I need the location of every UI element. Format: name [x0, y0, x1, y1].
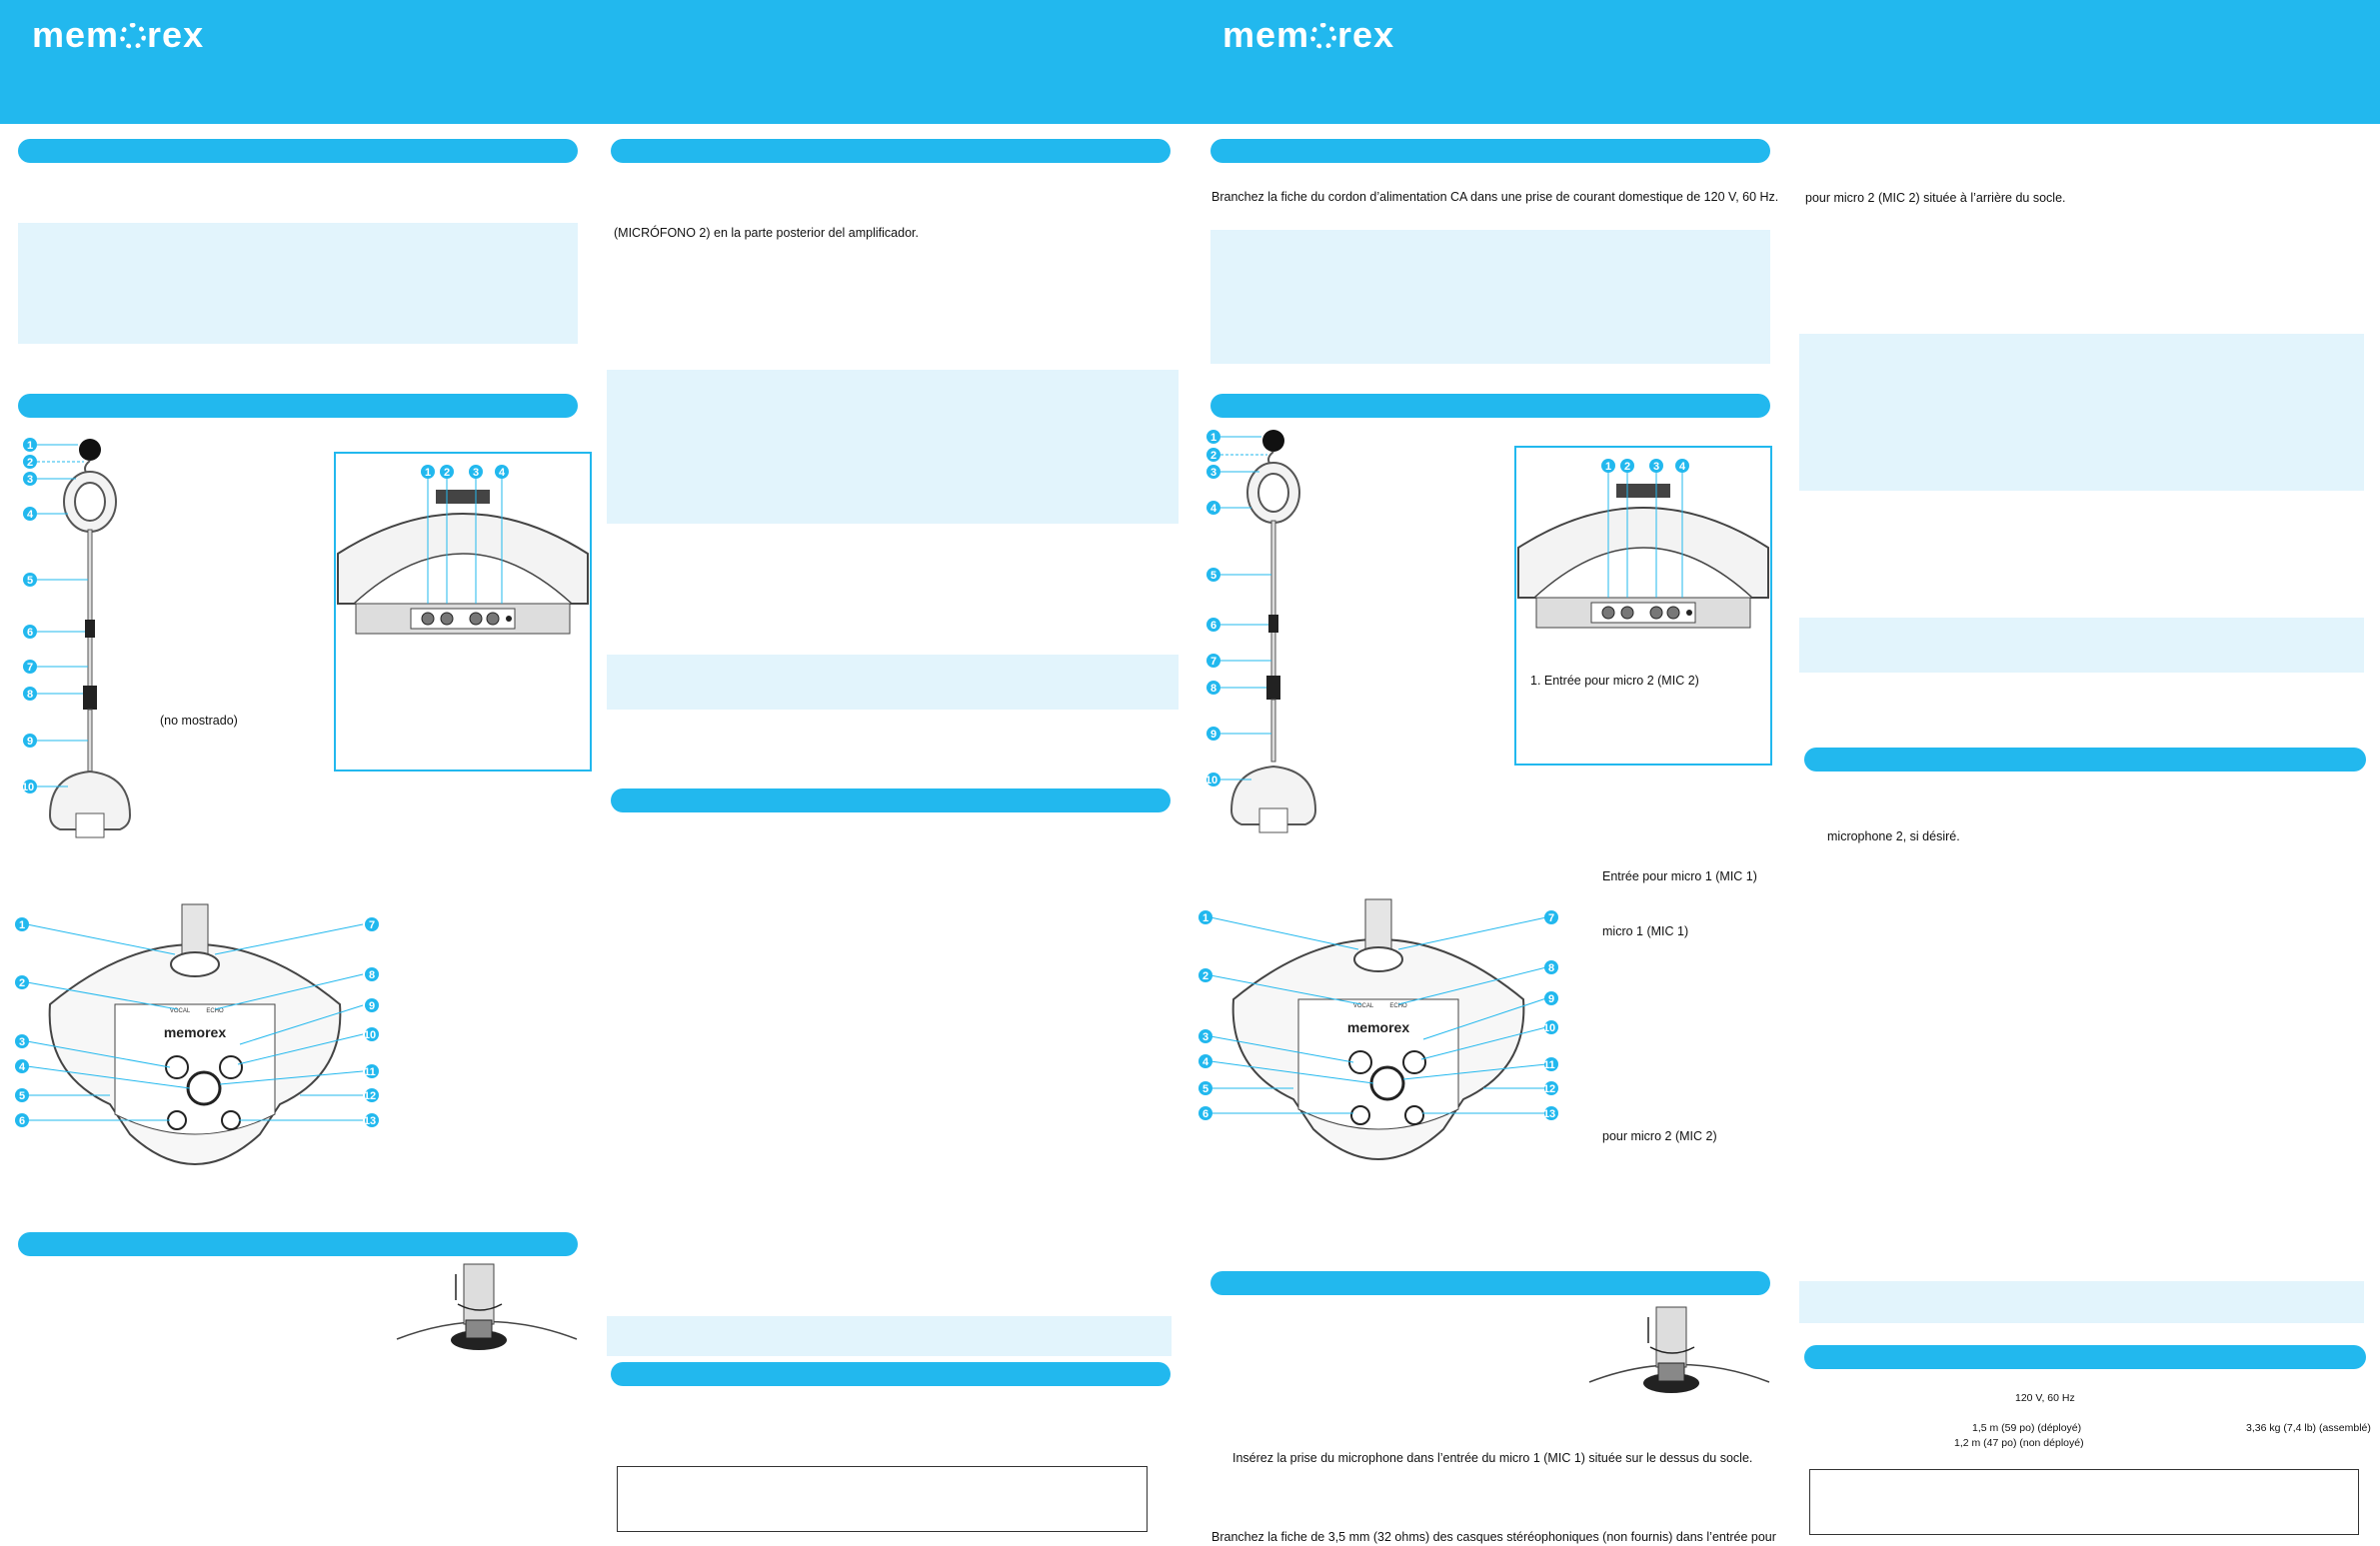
callout-number: 3: [1652, 461, 1660, 473]
callout-number: 5: [1201, 1083, 1209, 1095]
callout-number: 13: [363, 1115, 377, 1127]
callout-number: 2: [26, 457, 34, 469]
vocal-label: VOCAL: [169, 1008, 191, 1014]
vocal-label: VOCAL: [1352, 1003, 1374, 1009]
spec-power-value: 120 V, 60 Hz: [2015, 1392, 2075, 1404]
microphone-stand-diagram: [1201, 425, 1361, 854]
mic2-label: pour micro 2 (MIC 2): [1602, 1129, 1717, 1143]
callout-number: 8: [26, 689, 34, 701]
note-panel: [1210, 230, 1770, 364]
note-panel: [18, 223, 578, 344]
base-top-diagram: [1193, 899, 1563, 1179]
callout-number: 2: [18, 977, 26, 989]
callout-number: 5: [18, 1090, 26, 1102]
callout-number: 10: [363, 1029, 377, 1041]
callout-number: 1: [1604, 461, 1612, 473]
section-header-bar: [1210, 139, 1770, 163]
spec-height-extended: 1,5 m (59 po) (déployé): [1972, 1422, 2082, 1434]
mic1-label: micro 1 (MIC 1): [1602, 924, 1689, 938]
callout-number: 12: [363, 1090, 377, 1102]
header-bar: [0, 0, 2380, 124]
echo-label: ECHO: [1389, 1003, 1407, 1009]
section-header-bar: [1210, 1271, 1770, 1295]
callout-number: 1: [1209, 432, 1217, 444]
base-logo: memorex: [163, 1024, 227, 1040]
note-panel: [607, 370, 1179, 524]
mic2-back-text: pour micro 2 (MIC 2) située à l’arrière du socle.: [1805, 191, 2066, 205]
callout-number: 4: [1678, 461, 1686, 473]
echo-label: ECHO: [206, 1008, 224, 1014]
callout-number: 9: [1547, 993, 1555, 1005]
section-header-bar: [18, 394, 578, 418]
memorex-logo-left: mem rex: [32, 14, 205, 55]
section-header-bar: [18, 139, 578, 163]
callout-number: 3: [18, 1036, 26, 1048]
note-panel: [1799, 1281, 2364, 1323]
mic2-text: (MICRÓFONO 2) en la parte posterior del amplificador.: [614, 226, 919, 240]
section-header-bar: [1804, 1345, 2366, 1369]
callout-number: 9: [26, 736, 34, 748]
callout-number: 3: [1201, 1031, 1209, 1043]
callout-number: 9: [1209, 729, 1217, 741]
callout-number: 4: [26, 509, 34, 521]
callout-number: 6: [1201, 1108, 1209, 1120]
callout-number: 8: [1547, 962, 1555, 974]
mic1-input-label: Entrée pour micro 1 (MIC 1): [1602, 869, 1757, 883]
note-panel: [1799, 618, 2364, 673]
callout-number: 11: [364, 1066, 376, 1078]
callout-number: 6: [1209, 620, 1217, 632]
empty-outlined-box: [1809, 1469, 2359, 1535]
callout-number: 10: [1542, 1022, 1556, 1034]
callout-number: 6: [18, 1115, 26, 1127]
section-header-bar: [611, 788, 1171, 812]
empty-outlined-box: [617, 1466, 1148, 1532]
callout-number: 3: [26, 474, 34, 486]
spec-weight: 3,36 kg (7,4 lb) (assemblé): [2246, 1422, 2371, 1434]
amplifier-back-diagram: [336, 454, 590, 654]
callout-number: 2: [1201, 970, 1209, 982]
not-shown-label: (no mostrado): [160, 714, 238, 728]
callout-number: 10: [21, 781, 35, 793]
callout-number: 7: [368, 919, 376, 931]
callout-number: 4: [18, 1061, 26, 1073]
section-header-bar: [611, 139, 1171, 163]
callout-number: 5: [1209, 570, 1217, 582]
back-panel-figure-box: [334, 452, 592, 772]
section-header-bar: [18, 1232, 578, 1256]
callout-number: 11: [1543, 1059, 1555, 1071]
spec-height-retracted: 1,2 m (47 po) (non déployé): [1954, 1437, 2084, 1449]
callout-number: 3: [472, 467, 480, 479]
callout-number: 2: [1623, 461, 1631, 473]
amplifier-back-diagram: [1516, 448, 1770, 648]
pole-twist-diagram: [1584, 1307, 1774, 1407]
pole-twist-diagram: [392, 1264, 582, 1364]
note-panel: [607, 655, 1179, 710]
callout-number: 4: [1201, 1056, 1209, 1068]
callout-number: 1: [18, 919, 26, 931]
section-header-bar: [611, 1362, 1171, 1386]
note-panel: [1799, 334, 2364, 491]
callout-number: 12: [1542, 1083, 1556, 1095]
callout-number: 4: [1209, 503, 1217, 515]
callout-number: 1: [1201, 912, 1209, 924]
callout-number: 1: [26, 440, 34, 452]
callout-number: 7: [26, 662, 34, 674]
back-panel-item-1: 1. Entrée pour micro 2 (MIC 2): [1530, 674, 1699, 688]
callout-number: 13: [1542, 1108, 1556, 1120]
callout-number: 10: [1204, 774, 1218, 786]
callout-number: 2: [443, 467, 451, 479]
power-instruction-text: Branchez la fiche du cordon d’alimentation CA dans une prise de courant domestique de 120 V, 60 Hz.: [1211, 190, 1779, 204]
insert-mic-text: Insérez la prise du microphone dans l’entrée du micro 1 (MIC 1) située sur le dessus du socle.: [1232, 1451, 1753, 1465]
microphone-stand-diagram: [18, 430, 178, 859]
note-panel: [607, 1316, 1172, 1356]
headphone-text: Branchez la fiche de 3,5 mm (32 ohms) des casques stéréophoniques (non fournis) dans l’entrée pour: [1211, 1530, 1776, 1544]
mic2-desired-text: microphone 2, si désiré.: [1827, 829, 1960, 843]
callout-number: 7: [1547, 912, 1555, 924]
section-header-bar: [1804, 748, 2366, 772]
callout-number: 1: [424, 467, 432, 479]
base-top-diagram: [10, 904, 380, 1184]
callout-number: 3: [1209, 467, 1217, 479]
callout-number: 2: [1209, 450, 1217, 462]
callout-number: 9: [368, 1000, 376, 1012]
section-header-bar: [1210, 394, 1770, 418]
callout-number: 8: [368, 969, 376, 981]
callout-number: 5: [26, 575, 34, 587]
callout-number: 7: [1209, 656, 1217, 668]
callout-number: 4: [498, 467, 506, 479]
callout-number: 6: [26, 627, 34, 639]
memorex-logo-right: mem rex: [1222, 14, 1395, 55]
back-panel-figure-box: [1514, 446, 1772, 766]
base-logo: memorex: [1346, 1019, 1410, 1035]
callout-number: 8: [1209, 683, 1217, 695]
